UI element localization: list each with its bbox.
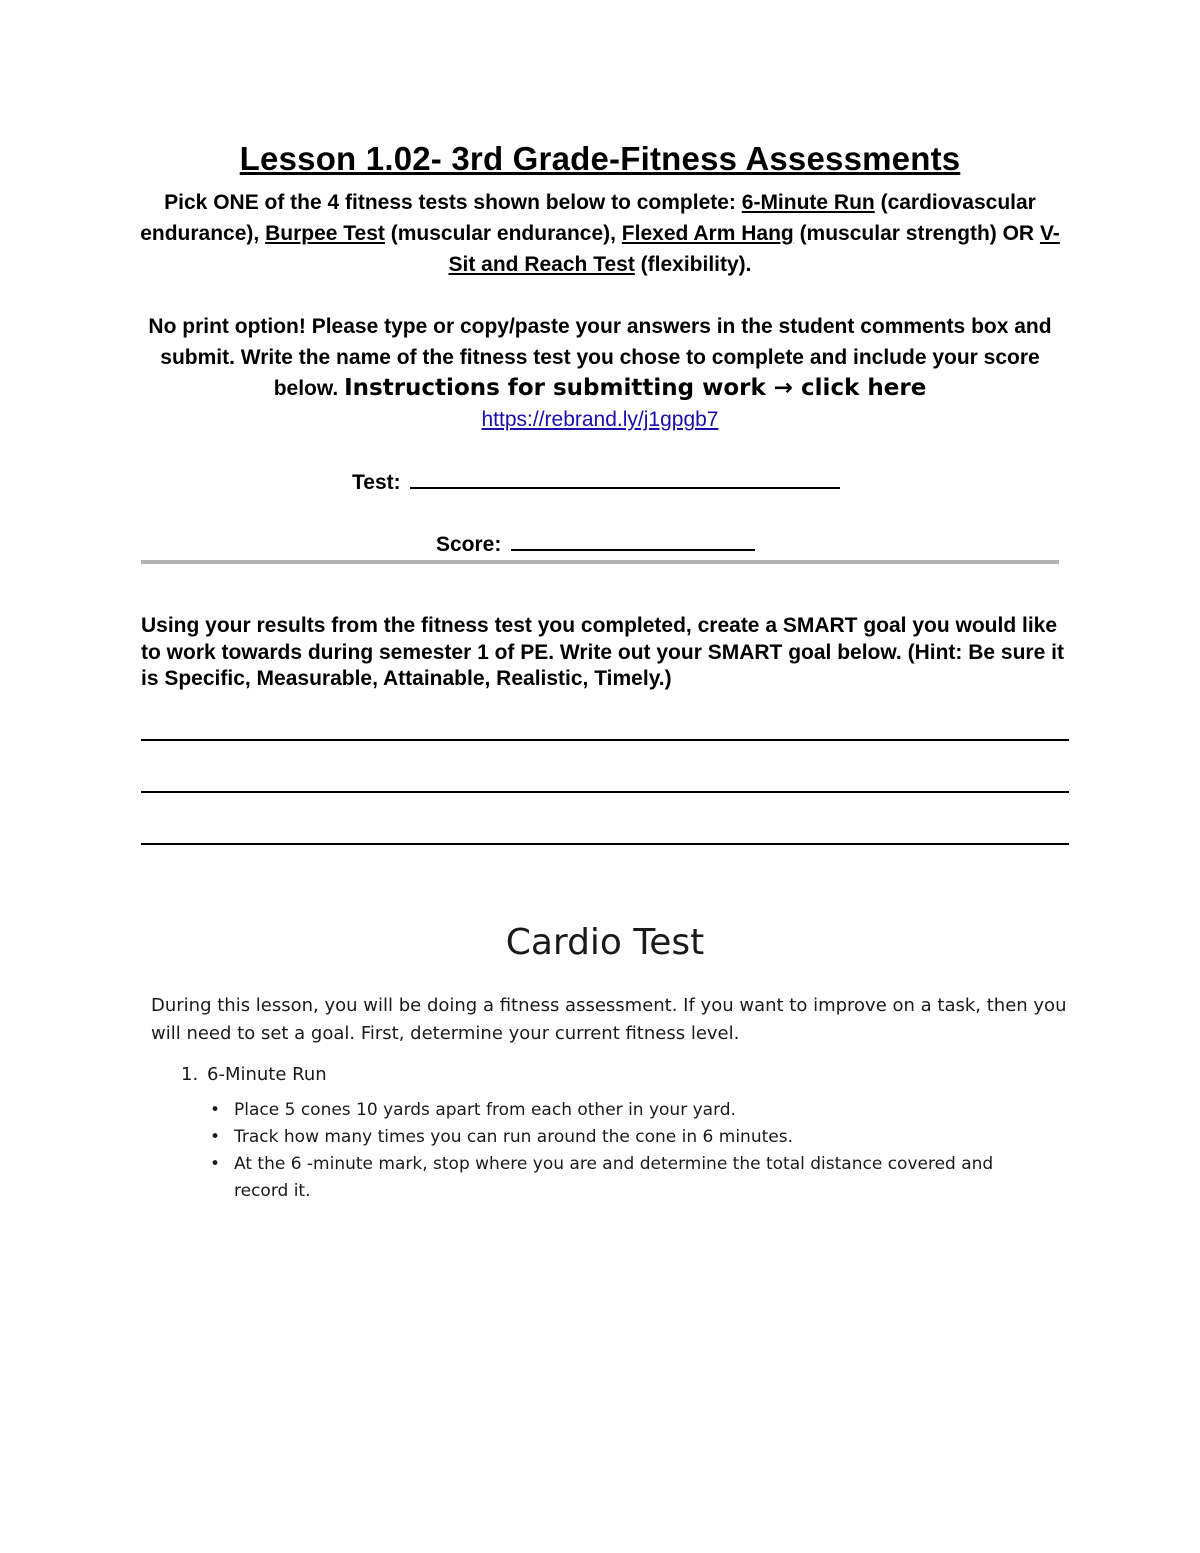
bullet-text: At the 6 -minute mark, stop where you are and determine the total distance covered and record it. — [234, 1154, 994, 1201]
score-field — [436, 531, 755, 557]
test-option-flexed-arm-hang: Flexed Arm Hang — [621, 222, 794, 245]
goal-answer-line-1[interactable] — [141, 739, 1069, 741]
intro-desc-4: (flexibility). — [634, 253, 752, 276]
score-label: Score: — [436, 533, 502, 556]
intro-desc-1: (cardiovascular endurance), — [140, 191, 1036, 245]
bullet-item — [210, 1097, 1050, 1124]
bullet-dot-icon: • — [210, 1100, 221, 1120]
intro-paragraph — [130, 187, 1070, 280]
bullet-text: Place 5 cones 10 yards apart from each other in your yard. — [234, 1100, 736, 1120]
instructions-link[interactable]: https://rebrand.ly/j1gpgb7 — [481, 408, 719, 431]
cardio-test-title: Cardio Test — [505, 922, 705, 963]
test-option-v-sit: V-Sit and Reach Test — [448, 222, 1060, 276]
instructions-text: No print option! Please type or copy/paste your answers in the student comments box and submit. Write the name of the fitness test you chose to complete and include your score below. — [148, 315, 1052, 400]
instructions-paragraph — [130, 311, 1070, 435]
intro-lead: Pick ONE of the 4 fitness tests shown below to complete: — [164, 191, 742, 214]
goal-answer-line-3[interactable] — [141, 843, 1069, 845]
test-option-burpee: Burpee Test — [265, 222, 385, 245]
test-answer-line[interactable] — [410, 469, 840, 489]
bullet-text: Track how many times you can run around the cone in 6 minutes. — [234, 1127, 793, 1147]
instructions-emphasis: Instructions for submitting work → click here — [344, 375, 927, 401]
cardio-intro: During this lesson, you will be doing a fitness assessment. If you want to improve on a task, then you will need to set a goal. First, determine your current fitness level. — [151, 995, 1067, 1044]
section-divider — [141, 560, 1059, 564]
page-title: Lesson 1.02- 3rd Grade-Fitness Assessments — [239, 140, 961, 177]
numbered-item — [181, 1064, 327, 1085]
bullet-dot-icon: • — [210, 1127, 221, 1147]
smart-goal-prompt: Using your results from the fitness test you completed, create a SMART goal you would like to work towards during semester 1 of PE. Write out your SMART goal below. (Hint: Be sure it is Specific, Measurable, Attainable, Realistic, Timely.) — [141, 614, 1064, 690]
goal-answer-line-2[interactable] — [141, 791, 1069, 793]
item-title: 6-Minute Run — [207, 1064, 327, 1085]
item-number: 1. — [181, 1064, 199, 1085]
instruction-bullets — [210, 1097, 1050, 1205]
bullet-item — [210, 1151, 1050, 1205]
bullet-item — [210, 1124, 1050, 1151]
bullet-dot-icon: • — [210, 1154, 221, 1174]
intro-desc-2: (muscular endurance), — [384, 222, 622, 245]
test-option-6-minute-run: 6-Minute Run — [741, 191, 875, 214]
test-label: Test: — [352, 471, 401, 494]
intro-desc-3: (muscular strength) OR — [793, 222, 1040, 245]
score-answer-line[interactable] — [511, 531, 755, 551]
test-field — [352, 469, 840, 495]
